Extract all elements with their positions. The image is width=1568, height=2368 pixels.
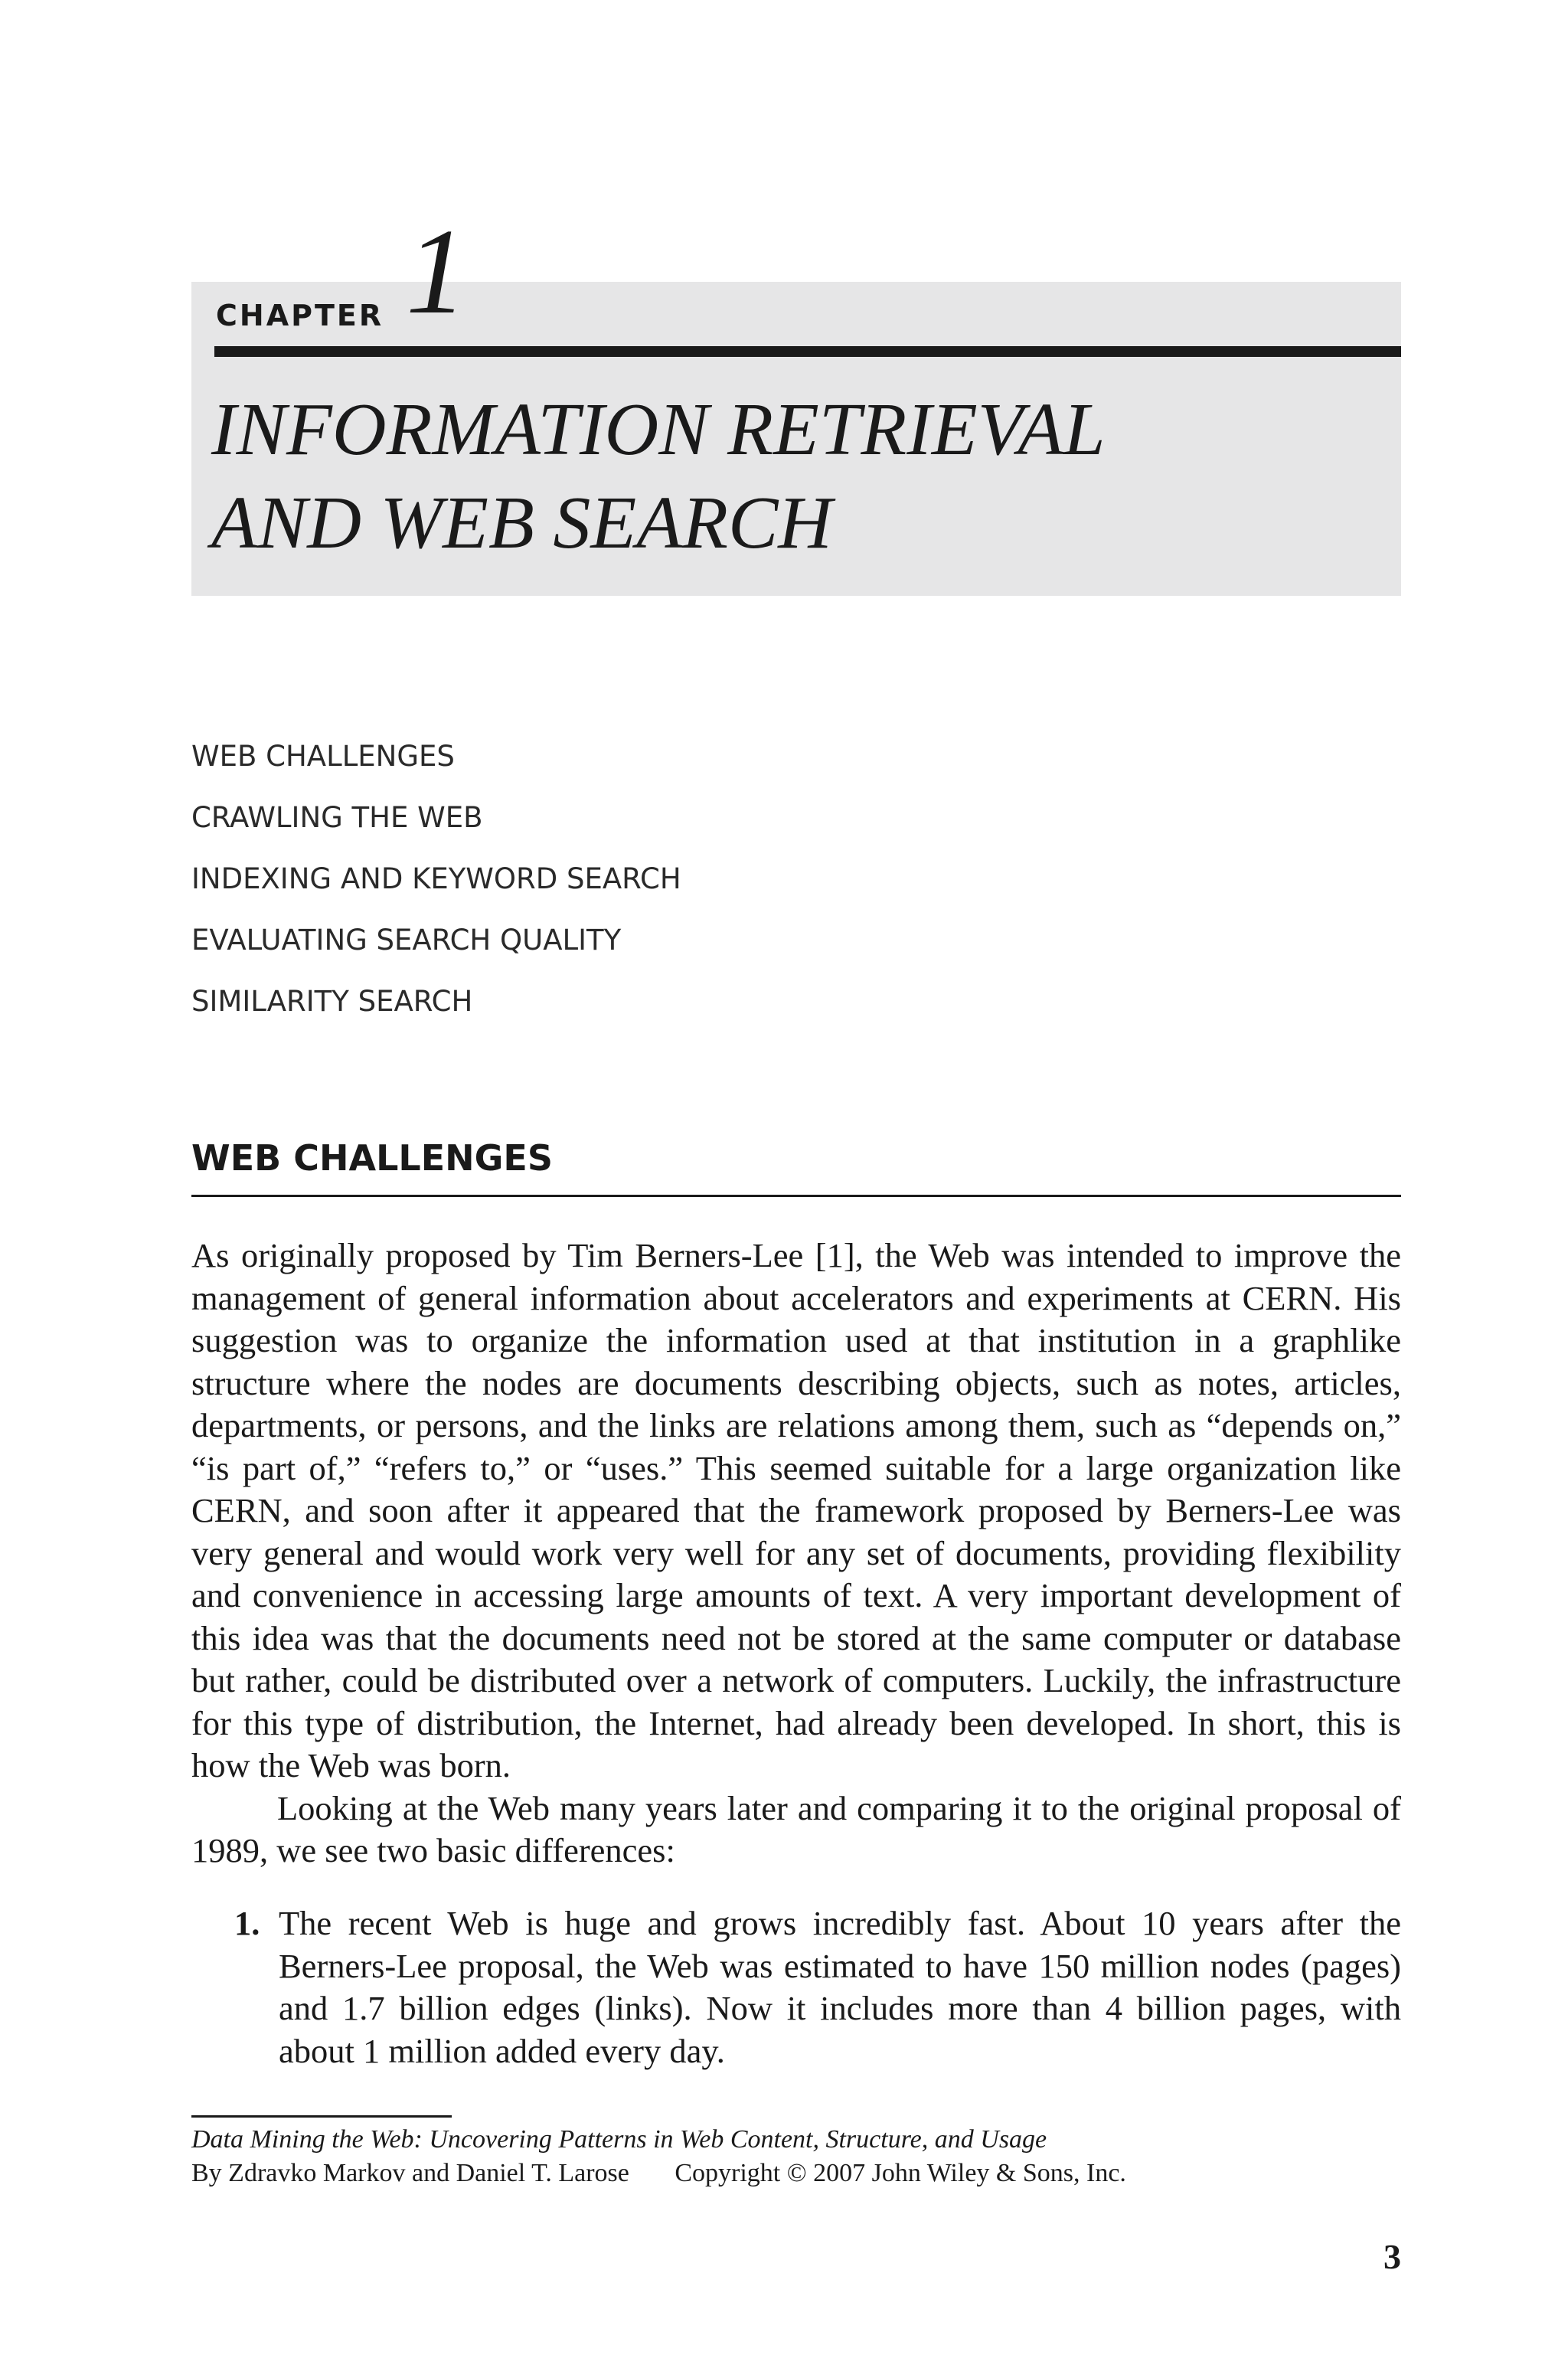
- chapter-title-line-1: INFORMATION RETRIEVAL: [211, 388, 1106, 471]
- chapter-rule: [214, 346, 1401, 357]
- chapter-label: CHAPTER: [216, 299, 384, 332]
- footnote: [191, 2123, 1416, 2190]
- authors-line: [191, 2157, 1416, 2190]
- chapter-number: 1: [406, 203, 467, 339]
- toc-item: SIMILARITY SEARCH: [191, 985, 473, 1018]
- toc-item: INDEXING AND KEYWORD SEARCH: [191, 862, 681, 895]
- list-item-number: 1.: [234, 1904, 260, 1942]
- page-number: 3: [1383, 2237, 1401, 2276]
- chapter-contents-list: [191, 734, 681, 1040]
- book-title: Data Mining the Web: Uncovering Patterns in Web Content, Structure, and Usage: [191, 2125, 1047, 2154]
- paragraph: As originally proposed by Tim Berners-Lee [1], the Web was intended to improve the management of general information about accelerators and experiments at CERN. His suggestion was to organize the information used at that institution in a graphlike structure where the nodes are documents describing objects, such as notes, articles, departments, or persons, and the links are relations among them, such as “depends on,” “is part of,” “refers to,” or “uses.” This seemed suitable for a large organization like CERN, and soon after it appeared that the framework proposed by Berners-Lee was very general and would work very well for any set of documents, providing flexibility and convenience in accessing large amounts of text. A very important development of this idea was that the documents need not be stored at the same computer or database but rather, could be distributed over a network of computers. Luckily, the infrastructure for this type of distribution, the Internet, had already been developed. In short, this is how the Web was born.: [191, 1236, 1401, 1784]
- body-text: [191, 1235, 1401, 1872]
- authors: By Zdravko Markov and Daniel T. Larose: [191, 2159, 629, 2187]
- toc-item: WEB CHALLENGES: [191, 740, 455, 773]
- numbered-list-item: [191, 1902, 1401, 2072]
- toc-item: CRAWLING THE WEB: [191, 801, 483, 834]
- section-heading: WEB CHALLENGES: [191, 1137, 553, 1179]
- section-rule: [191, 1195, 1401, 1197]
- copyright: Copyright © 2007 John Wiley & Sons, Inc.: [675, 2159, 1126, 2187]
- chapter-title-line-2: AND WEB SEARCH: [211, 482, 833, 564]
- chapter-title: [211, 383, 1360, 570]
- toc-item: EVALUATING SEARCH QUALITY: [191, 924, 622, 957]
- footnote-rule: [191, 2115, 452, 2118]
- paragraph: Looking at the Web many years later and comparing it to the original proposal of 1989, we see two basic differences:: [191, 1788, 1401, 1869]
- list-item-text: The recent Web is huge and grows incredibly fast. About 10 years after the Berners-Lee proposal, the Web was estimated to have 150 million nodes (pages) and 1.7 billion edges (links). Now it includes more than 4 billion pages, with about 1 million added every day.: [279, 1904, 1401, 2070]
